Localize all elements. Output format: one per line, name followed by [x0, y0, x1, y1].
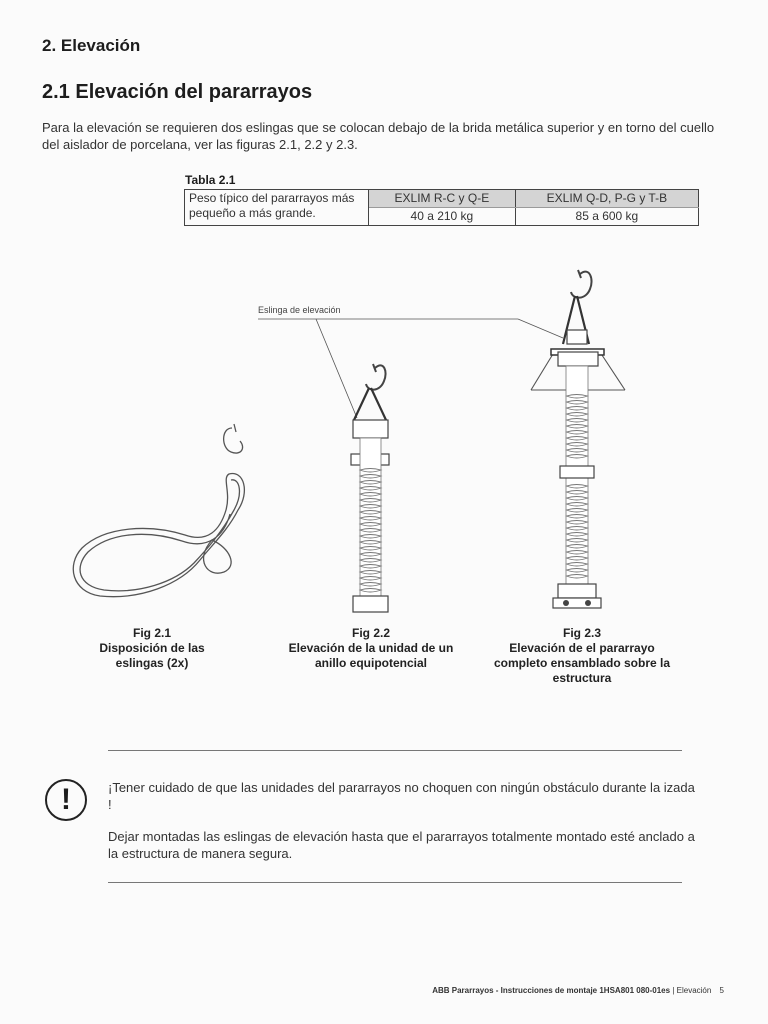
table-cell: 40 a 210 kg	[369, 208, 516, 226]
section-heading: 2. Elevación	[42, 36, 141, 55]
fig1-slings-drawing	[73, 424, 244, 597]
exclamation-icon: !	[45, 779, 87, 821]
fig1-text: Disposición de las eslingas (2x)	[99, 641, 205, 670]
footer-doc-title: ABB Pararrayos - Instrucciones de montaje 1HSA801 080-01es	[432, 986, 671, 995]
table-caption: Tabla 2.1	[185, 173, 236, 187]
footer-section: Elevación	[676, 986, 712, 995]
footer-page-number: 5	[719, 986, 724, 995]
fig3-number: Fig 2.3	[562, 626, 601, 640]
fig1-number: Fig 2.1	[132, 626, 171, 640]
warning-text-2: Dejar montadas las eslingas de elevación hasta que el pararrayos totalmente montado esté anclado a la estructura de manera segura.	[108, 829, 695, 861]
table-row-label: Peso típico del pararrayos más pequeño a más grande.	[185, 190, 369, 226]
sling-callout-line	[258, 319, 563, 418]
footer-separator: |	[672, 986, 677, 995]
fig3-caption	[484, 626, 680, 686]
table-cell: 85 a 600 kg	[515, 208, 698, 226]
warning-text-1: ¡Tener cuidado de que las unidades del pararrayos no choquen con ningún obstáculo durante la izada !	[108, 780, 695, 812]
sling-callout-label: Eslinga de elevación	[258, 305, 341, 315]
divider-top	[108, 750, 682, 751]
table-column-header: EXLIM Q-D, P-G y T-B	[515, 190, 698, 208]
subsection-heading: 2.1 Elevación del pararrayos	[42, 81, 313, 103]
intro-paragraph: Para la elevación se requieren dos eslingas que se colocan debajo de la brida metálica superior y en torno del cuello del aislador de porcelana, ver las figuras 2.1, 2.2 y 2.3.	[42, 120, 715, 152]
fig2-text: Elevación de la unidad de un anillo equipotencial	[288, 641, 454, 670]
table-column-header: EXLIM R-C y Q-E	[369, 190, 516, 208]
fig3-text: Elevación de el pararrayo completo ensamblado sobre la estructura	[493, 641, 671, 685]
fig2-caption	[280, 626, 462, 671]
fig2-number: Fig 2.2	[351, 626, 390, 640]
page-footer	[432, 986, 724, 995]
divider-bottom	[108, 882, 682, 883]
fig1-caption	[82, 626, 222, 671]
